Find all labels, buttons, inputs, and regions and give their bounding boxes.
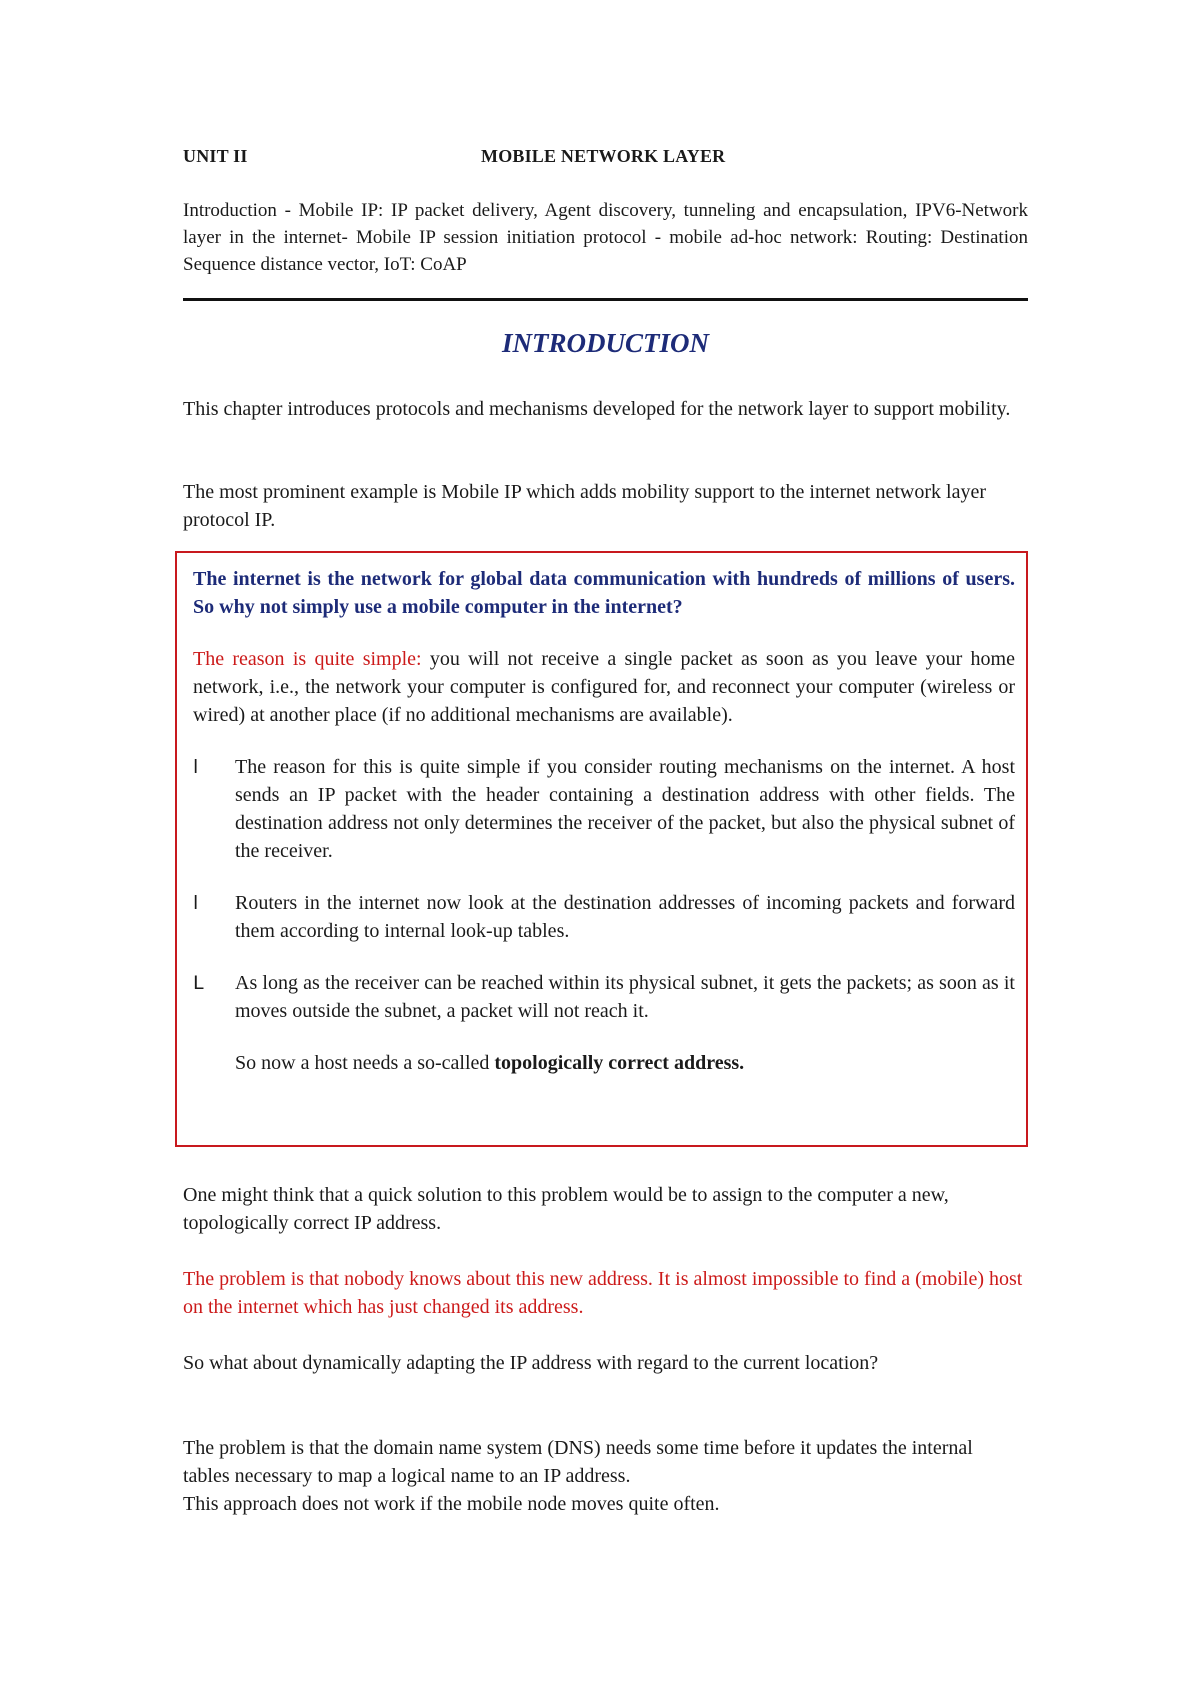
syllabus-topics: Introduction - Mobile IP: IP packet delivery, Agent discovery, tunneling and encapsulation, IPV6-Network layer in the internet- Mobile IP session initiation protocol - mobile ad-hoc network: Routing: Destination Sequence distance vector, IoT: CoAP <box>183 200 1028 275</box>
unit-number: UNIT II <box>183 146 248 166</box>
bullet-item <box>193 889 1015 945</box>
problem-paragraph: The problem is that nobody knows about this new address. It is almost impossible to find a (mobile) host on the internet which has just changed its address. <box>183 1268 1023 1318</box>
bullet-item <box>193 753 1015 865</box>
bullet-marker: l <box>193 756 199 778</box>
highlight-box-content <box>193 565 1015 1077</box>
bullet-marker: L <box>193 972 204 994</box>
unit-title: MOBILE NETWORK LAYER <box>481 146 726 166</box>
bullet-marker: l <box>193 892 199 914</box>
reason-text: you will not receive a single packet as soon as you leave your home network, i.e., the network your computer is configured for, and reconnect your computer (wireless or wired) at another place (if no additional mechanisms are available). <box>193 648 1015 726</box>
dynamic-ip-paragraph: So what about dynamically adapting the IP address with regard to the current location? <box>183 1352 879 1374</box>
intro-paragraph: This chapter introduces protocols and mechanisms developed for the network layer to support mobility. <box>183 398 1011 420</box>
reason-paragraph <box>193 645 1015 729</box>
dns-conclusion: This approach does not work if the mobile node moves quite often. <box>183 1493 720 1515</box>
dns-text: The problem is that the domain name system (DNS) needs some time before it updates the internal tables necessary to map a logical name to an IP address. <box>183 1437 973 1487</box>
bullet-text: Routers in the internet now look at the destination addresses of incoming packets and forward them according to internal look-up tables. <box>235 892 1015 942</box>
dns-paragraph <box>183 1434 983 1518</box>
bullet-item <box>193 969 1015 1025</box>
topology-note <box>235 1049 1015 1077</box>
highlight-question: The internet is the network for global data communication with hundreds of millions of users. So why not simply use a mobile computer in the internet? <box>193 568 1015 618</box>
reason-label: The reason is quite simple: <box>193 648 422 670</box>
bullet-text: As long as the receiver can be reached within its physical subnet, it gets the packets; as soon as it moves outside the subnet, a packet will not reach it. <box>235 972 1015 1022</box>
topology-note-bold: topologically correct address. <box>494 1052 745 1074</box>
quick-solution-paragraph: One might think that a quick solution to this problem would be to assign to the computer a new, topologically correct IP address. <box>183 1184 949 1234</box>
bullet-text: The reason for this is quite simple if you consider routing mechanisms on the internet. A host sends an IP packet with the header containing a destination address with other fields. The destination address not only determines the receiver of the packet, but also the physical subnet of the receiver. <box>235 756 1015 862</box>
mobile-ip-paragraph: The most prominent example is Mobile IP which adds mobility support to the internet network layer protocol IP. <box>183 481 986 531</box>
section-heading: INTRODUCTION <box>501 328 709 358</box>
highlight-box <box>175 551 1028 1147</box>
topology-note-prefix: So now a host needs a so-called <box>235 1052 495 1074</box>
horizontal-divider <box>183 298 1028 301</box>
